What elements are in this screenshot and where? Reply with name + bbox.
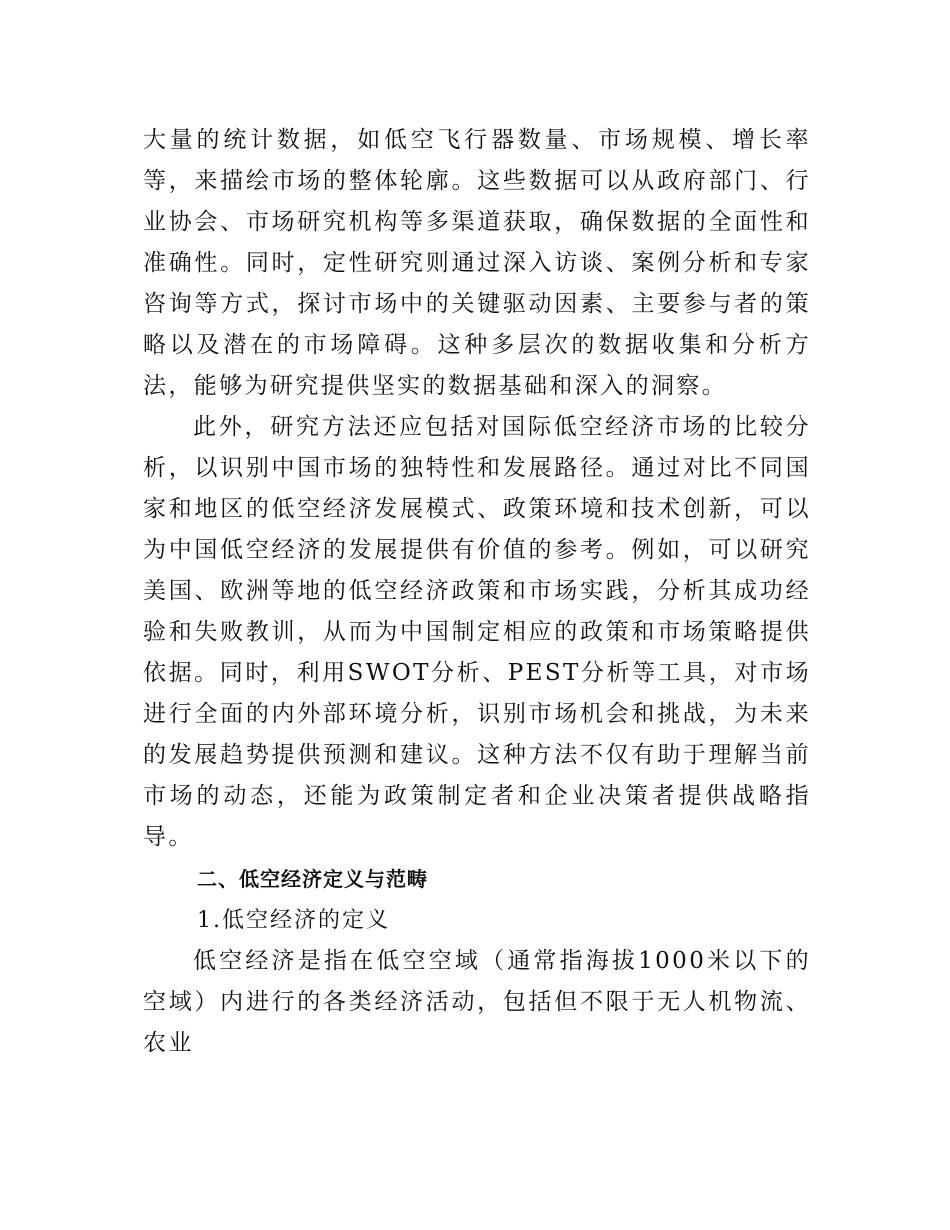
- document-body: [143, 120, 811, 1064]
- section-heading: 二、低空经济定义与范畴: [197, 867, 428, 891]
- paragraph-international-comparison: 此外，研究方法还应包括对国际低空经济市场的比较分析，以识别中国市场的独特性和发展路径。通过对比不同国家和地区的低空经济发展模式、政策环境和技术创新，可以为中国低空经济的发展提供有价值的参考。例如，可以研究美国、欧洲等地的低空经济政策和市场实践，分析其成功经验和失败教训，从而为中国制定相应的政策和市场策略提供依据。同时，利用SWOT分析、PEST分析等工具，对市场进行全面的内外部环境分析，识别市场机会和挑战，为未来的发展趋势提供预测和建议。这种方法不仅有助于理解当前市场的动态，还能为政策制定者和企业决策者提供战略指导。: [143, 414, 811, 850]
- subsection-heading: 1.低空经济的定义: [197, 908, 390, 933]
- paragraph-definition: 低空经济是指在低空空域（通常指海拔1000米以下的空域）内进行的各类经济活动，包括但不限于无人机物流、农业: [143, 948, 811, 1056]
- paragraph-statistics-continued: 大量的统计数据，如低空飞行器数量、市场规模、增长率等，来描绘市场的整体轮廓。这些数据可以从政府部门、行业协会、市场研究机构等多渠道获取，确保数据的全面性和准确性。同时，定性研究则通过深入访谈、案例分析和专家咨询等方式，探讨市场中的关键驱动因素、主要参与者的策略以及潜在的市场障碍。这种多层次的数据收集和分析方法，能够为研究提供坚实的数据基础和深入的洞察。: [143, 127, 811, 399]
